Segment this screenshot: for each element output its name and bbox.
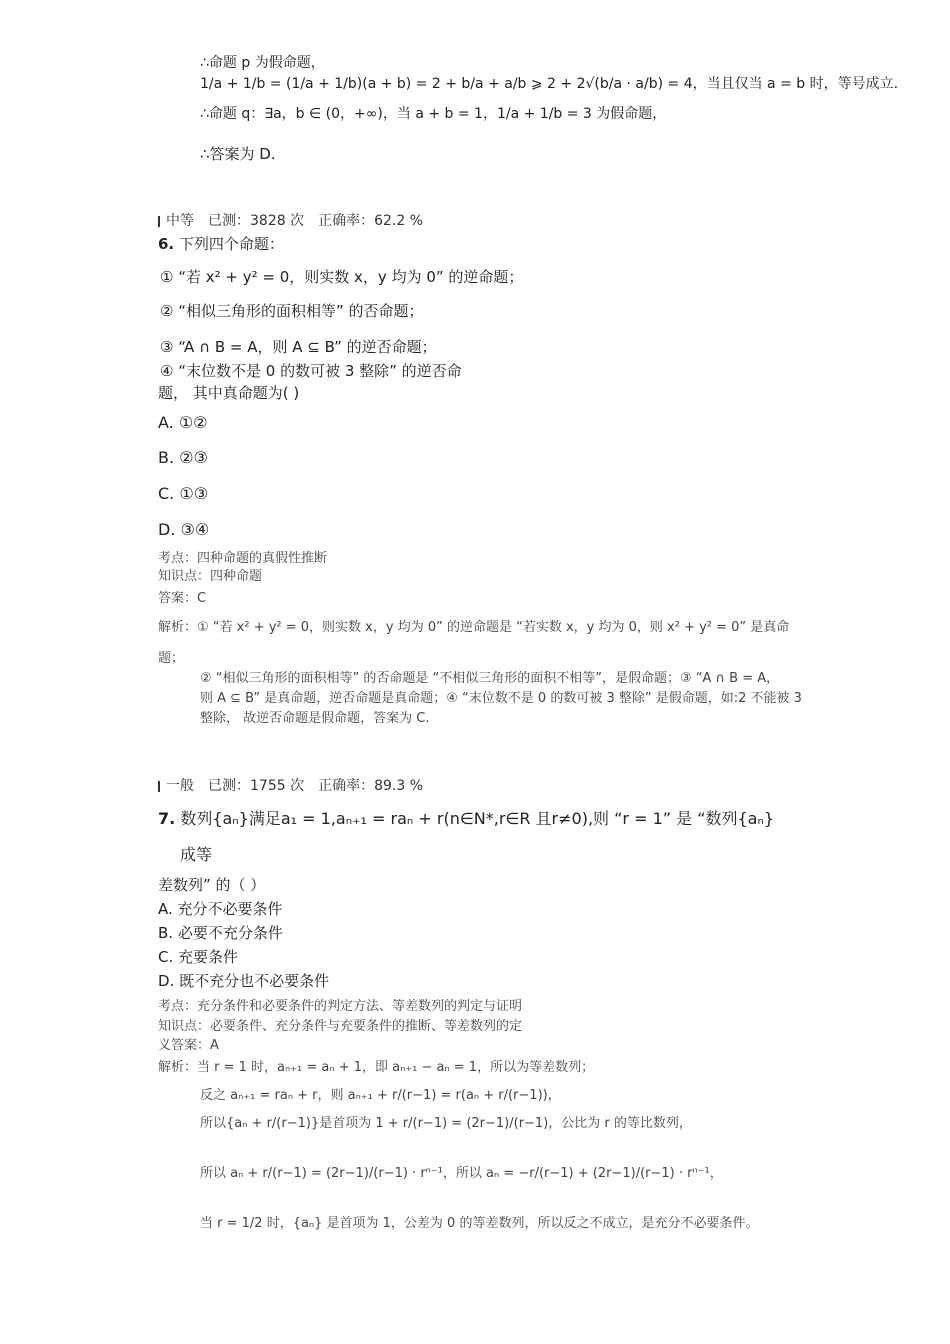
q6-tested: 已测：3828 次 [208, 213, 305, 229]
q6-item-3: ③ “A ∩ B = A，则 A ⊆ B” 的逆否命题； [160, 338, 437, 356]
q6-answer: 答案：C [158, 591, 207, 606]
q7-jiexi-3: 所以{aₙ + r/(r−1)}是首项为 1 + r/(r−1) = (2r−1)/(r−1)，公比为 r 的等比数列， [200, 1116, 692, 1131]
q6-zhishi: 知识点：四种命题 [158, 569, 263, 584]
q6-jiexi-4: 则 A ⊆ B” 是真命题，逆否命题是真命题；④ “末位数不是 0 的数可被 3 整除” 是假命题，如:2 不能被 3 [200, 691, 802, 706]
q7-option-b[interactable]: B. 必要不充分条件 [158, 924, 283, 942]
q6-jiexi-3: ② “相似三角形的面积相等” 的否命题是 “不相似三角形的面积不相等”，是假命题；③ “A ∩ B = A， [200, 671, 780, 686]
q7-rate: 正确率：89.3 % [318, 778, 424, 794]
prev-line-4: ∴答案为 D. [200, 145, 276, 163]
q6-option-b[interactable]: B. ②③ [158, 448, 208, 467]
q6-item-4-cont: 题， 其中真命题为( ) [158, 384, 300, 402]
q6-item-4: ④ “末位数不是 0 的数可被 3 整除” 的逆否命 [160, 362, 462, 380]
q7-zhishi-2: 义答案：A [158, 1038, 219, 1053]
q6-rate: 正确率：62.2 % [318, 213, 424, 229]
level-bar-icon [158, 781, 160, 792]
q6-item-1: ① “若 x² + y² = 0，则实数 x，y 均为 0” 的逆命题； [160, 268, 524, 286]
q7-kaodian: 考点：充分条件和必要条件的判定方法、等差数列的判定与证明 [158, 999, 523, 1014]
q7-tested: 已测：1755 次 [208, 778, 305, 794]
q7-level: 一般 [166, 778, 194, 794]
prev-line-3: ∴命题 q：∃a，b ∈ (0，+∞)，当 a + b = 1，1/a + 1/b = 3 为假命题， [200, 106, 667, 122]
q6-meta [158, 210, 437, 230]
q7-option-d[interactable]: D. 既不充分也不必要条件 [158, 972, 330, 990]
q7-option-c[interactable]: C. 充要条件 [158, 948, 239, 966]
q6-jiexi-1: 解析：① “若 x² + y² = 0，则实数 x，y 均为 0” 的逆命题是 “若实数 x，y 均为 0，则 x² + y² = 0” 是真命 [158, 620, 790, 635]
q7-jiexi-5: 当 r = 1/2 时，{aₙ} 是首项为 1，公差为 0 的等差数列，所以反之不成立，是充分不必要条件。 [200, 1216, 759, 1231]
level-bar-icon [158, 216, 160, 227]
q6-option-d[interactable]: D. ③④ [158, 520, 210, 539]
q6-option-c[interactable]: C. ①③ [158, 484, 209, 503]
prev-line-2: 1/a + 1/b = (1/a + 1/b)(a + b) = 2 + b/a + a/b ⩾ 2 + 2√(b/a · a/b) = 4，当且仅当 a = b 时，等号成立. [200, 76, 899, 92]
q6-stem [158, 233, 284, 254]
prev-line-1: ∴命题 p 为假命题， [200, 55, 325, 71]
q7-stem-text: 数列{aₙ}满足a₁ = 1,aₙ₊₁ = raₙ + r(n∈N*,r∈R 且r≠0),则 “r = 1” 是 “数列{aₙ} [180, 809, 775, 828]
q7-stem-2: 成等 [180, 845, 213, 864]
q6-level: 中等 [166, 213, 194, 229]
q6-jiexi-5: 整除， 故逆否命题是假命题，答案为 C. [200, 711, 430, 726]
q7-jiexi-4: 所以 aₙ + r/(r−1) = (2r−1)/(r−1) · rⁿ⁻¹，所以 aₙ = −r/(r−1) + (2r−1)/(r−1) · rⁿ⁻¹， [200, 1166, 723, 1181]
q7-number: 7. [158, 809, 176, 828]
q6-kaodian: 考点：四种命题的真假性推断 [158, 551, 328, 566]
q6-jiexi-2: 题； [158, 651, 185, 666]
q7-meta [158, 775, 437, 795]
q6-item-2: ② “相似三角形的面积相等” 的否命题； [160, 302, 424, 320]
q7-jiexi-2: 反之 aₙ₊₁ = raₙ + r，则 aₙ₊₁ + r/(r−1) = r(aₙ + r/(r−1))， [200, 1088, 561, 1103]
q7-option-a[interactable]: A. 充分不必要条件 [158, 900, 283, 918]
q6-option-a[interactable]: A. ①② [158, 413, 208, 432]
q7-zhishi-1: 知识点：必要条件、充分条件与充要条件的推断、等差数列的定 [158, 1019, 523, 1034]
q7-stem-3: 差数列” 的（ ） [158, 876, 266, 894]
q7-stem-1 [158, 806, 774, 829]
q6-stem-text: 下列四个命题： [178, 235, 284, 253]
q6-number: 6. [158, 235, 175, 253]
q7-jiexi-1: 解析：当 r = 1 时，aₙ₊₁ = aₙ + 1，即 aₙ₊₁ − aₙ = 1，所以为等差数列； [158, 1060, 595, 1075]
